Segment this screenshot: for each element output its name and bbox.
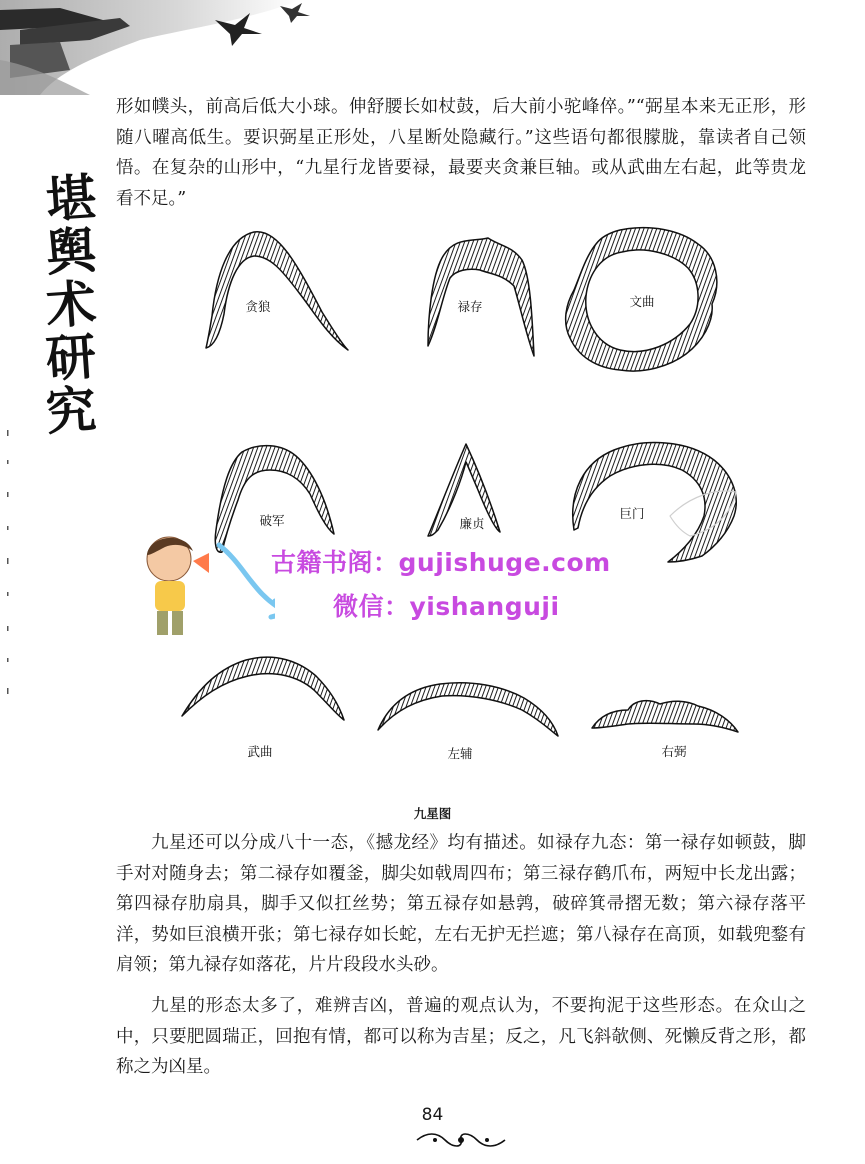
zuofu-shape xyxy=(378,683,558,736)
title-char: 舆 xyxy=(44,220,98,283)
intro-paragraph: 形如幞头，前高后低大小球。伸舒腰长如杖鼓，后大前小驼峰倅。”“弼星本来无正形，形随八曜高低生。要识弼星正形处，八星断处隐藏行。”这些语句都很朦胧，靠读者自己领悟。在复杂的山形中，“九星行龙皆要禄，最要夹贪兼巨轴。或从武曲左右起，此等贵龙看不足。” xyxy=(116,97,806,209)
label-lianzhen: 廉贞 xyxy=(459,516,485,531)
title-char: 堪 xyxy=(44,167,98,230)
vertical-book-title xyxy=(40,167,102,442)
watermark-line-1: 古籍书阁：gujishuge.com xyxy=(271,548,611,577)
bird-icon xyxy=(280,3,310,23)
title-char: 研 xyxy=(44,326,98,389)
label-jumen: 巨门 xyxy=(619,506,645,521)
label-wuqu: 武曲 xyxy=(247,744,273,759)
label-zuofu: 左辅 xyxy=(447,746,473,761)
margin-dots xyxy=(4,430,12,700)
watermark-line-2: 微信：yishanguji xyxy=(333,592,560,621)
title-char: 究 xyxy=(44,379,98,442)
watermark xyxy=(135,525,655,650)
body-paragraph-2: 九星的形态太多了，难辨吉凶，普遍的观点认为，不要拘泥于这些形态。在众山之中，只要肥圆瑞正，回抱有情，都可以称为吉星；反之，凡飞斜欹侧、死懒反背之形，都称之为凶星。 xyxy=(116,996,806,1078)
nine-star-figure xyxy=(150,216,750,776)
figure-caption: 九星图 xyxy=(413,806,452,821)
label-youbi: 右弼 xyxy=(661,744,687,759)
body-paragraph-1: 九星还可以分成八十一态，《撼龙经》均有描述。如禄存九态：第一禄存如顿鼓，脚手对对随身去；第二禄存如覆釜，脚尖如戟周四布；第三禄存鹤爪布，两短中长龙出露；第四禄存肋扇具，脚手又似扛丝势；第五禄存如悬鹑，破碎箕帚摺无数；第六禄存落平洋，势如巨浪横开张；第七禄存如长蛇，左右无护无拦遮；第八禄存在高顶，如载兜鍪有肩领；第九禄存如落花，片片段段水头砂。 xyxy=(116,833,806,976)
tanlang-shape xyxy=(206,232,348,350)
footer-ornament xyxy=(415,1130,507,1150)
cartoon-child-icon xyxy=(135,525,275,650)
label-tanlang: 贪狼 xyxy=(245,299,271,314)
header-ink-art xyxy=(0,0,360,95)
label-pojun: 破军 xyxy=(259,513,285,528)
title-char: 术 xyxy=(44,273,98,336)
youbi-shape xyxy=(592,701,738,732)
page-number: 84 xyxy=(421,1105,444,1125)
lucun-shape xyxy=(428,238,534,356)
wuqu-shape xyxy=(182,657,344,720)
label-wenqu: 文曲 xyxy=(629,294,655,309)
label-lucun: 禄存 xyxy=(457,299,483,314)
